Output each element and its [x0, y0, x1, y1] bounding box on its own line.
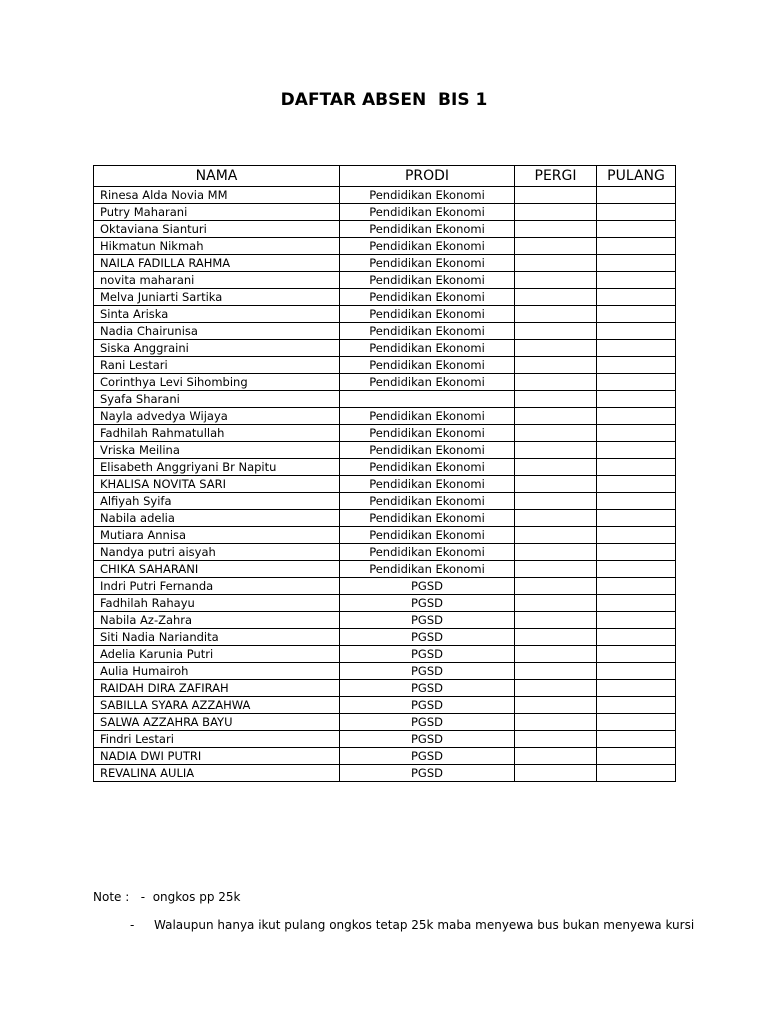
cell-prodi: Pendidikan Ekonomi	[340, 204, 515, 221]
cell-pulang	[597, 527, 676, 544]
cell-nama: Siti Nadia Nariandita	[94, 629, 340, 646]
note-label: Note :	[93, 890, 130, 904]
cell-prodi: Pendidikan Ekonomi	[340, 289, 515, 306]
table-row	[94, 612, 676, 629]
cell-pulang	[597, 663, 676, 680]
cell-prodi: Pendidikan Ekonomi	[340, 493, 515, 510]
cell-pergi	[515, 221, 597, 238]
table-body	[94, 187, 676, 782]
cell-pergi	[515, 357, 597, 374]
cell-pulang	[597, 272, 676, 289]
cell-prodi: Pendidikan Ekonomi	[340, 306, 515, 323]
note-text-2: Walaupun hanya ikut pulang ongkos tetap 25k maba menyewa bus bukan menyewa kursi	[154, 918, 695, 932]
cell-prodi: PGSD	[340, 680, 515, 697]
cell-nama: Rinesa Alda Novia MM	[94, 187, 340, 204]
cell-prodi: Pendidikan Ekonomi	[340, 425, 515, 442]
cell-pergi	[515, 680, 597, 697]
table-row	[94, 714, 676, 731]
cell-pulang	[597, 408, 676, 425]
cell-prodi: Pendidikan Ekonomi	[340, 374, 515, 391]
table-row	[94, 272, 676, 289]
table-row	[94, 765, 676, 782]
cell-nama: novita maharani	[94, 272, 340, 289]
table-row	[94, 476, 676, 493]
note-dash-1: -	[140, 890, 146, 904]
table-row	[94, 408, 676, 425]
cell-nama: CHIKA SAHARANI	[94, 561, 340, 578]
cell-prodi: Pendidikan Ekonomi	[340, 357, 515, 374]
table-row	[94, 629, 676, 646]
table-row	[94, 680, 676, 697]
note-text-1: ongkos pp 25k	[152, 890, 241, 904]
table-row	[94, 646, 676, 663]
cell-nama: Melva Juniarti Sartika	[94, 289, 340, 306]
cell-pulang	[597, 374, 676, 391]
cell-nama: Siska Anggraini	[94, 340, 340, 357]
cell-pulang	[597, 578, 676, 595]
cell-nama: Nadia Chairunisa	[94, 323, 340, 340]
cell-nama: Findri Lestari	[94, 731, 340, 748]
cell-pergi	[515, 238, 597, 255]
note-dash-2: -	[130, 918, 135, 932]
cell-prodi	[340, 391, 515, 408]
cell-pulang	[597, 680, 676, 697]
cell-pergi	[515, 442, 597, 459]
cell-nama: Adelia Karunia Putri	[94, 646, 340, 663]
cell-pergi	[515, 612, 597, 629]
cell-pergi	[515, 204, 597, 221]
table-row	[94, 289, 676, 306]
cell-nama: Hikmatun Nikmah	[94, 238, 340, 255]
table-row	[94, 697, 676, 714]
table-row	[94, 578, 676, 595]
cell-nama: Nandya putri aisyah	[94, 544, 340, 561]
cell-pulang	[597, 238, 676, 255]
cell-nama: KHALISA NOVITA SARI	[94, 476, 340, 493]
cell-pergi	[515, 527, 597, 544]
cell-nama: REVALINA AULIA	[94, 765, 340, 782]
cell-pergi	[515, 255, 597, 272]
cell-pergi	[515, 272, 597, 289]
cell-pulang	[597, 425, 676, 442]
cell-prodi: Pendidikan Ekonomi	[340, 187, 515, 204]
header-nama: NAMA	[94, 166, 340, 187]
cell-pergi	[515, 646, 597, 663]
table-row	[94, 204, 676, 221]
cell-prodi: Pendidikan Ekonomi	[340, 527, 515, 544]
cell-nama: Alfiyah Syifa	[94, 493, 340, 510]
table-row	[94, 527, 676, 544]
cell-nama: Syafa Sharani	[94, 391, 340, 408]
cell-pergi	[515, 629, 597, 646]
cell-pulang	[597, 714, 676, 731]
cell-pulang	[597, 697, 676, 714]
cell-pulang	[597, 289, 676, 306]
cell-nama: Oktaviana Sianturi	[94, 221, 340, 238]
table-header-row	[94, 166, 676, 187]
attendance-table	[93, 165, 676, 782]
cell-nama: Nabila adelia	[94, 510, 340, 527]
table-row	[94, 255, 676, 272]
cell-nama: SALWA AZZAHRA BAYU	[94, 714, 340, 731]
table-row	[94, 493, 676, 510]
cell-prodi: Pendidikan Ekonomi	[340, 442, 515, 459]
cell-pulang	[597, 357, 676, 374]
cell-nama: Indri Putri Fernanda	[94, 578, 340, 595]
table-row	[94, 323, 676, 340]
cell-nama: Vriska Meilina	[94, 442, 340, 459]
cell-pulang	[597, 187, 676, 204]
cell-prodi: PGSD	[340, 629, 515, 646]
cell-nama: Rani Lestari	[94, 357, 340, 374]
table-row	[94, 663, 676, 680]
cell-nama: Nayla advedya Wijaya	[94, 408, 340, 425]
cell-pergi	[515, 340, 597, 357]
cell-pulang	[597, 544, 676, 561]
cell-pergi	[515, 510, 597, 527]
cell-pulang	[597, 306, 676, 323]
cell-prodi: Pendidikan Ekonomi	[340, 238, 515, 255]
table-row	[94, 425, 676, 442]
cell-pulang	[597, 493, 676, 510]
cell-pergi	[515, 476, 597, 493]
cell-pergi	[515, 714, 597, 731]
cell-pulang	[597, 765, 676, 782]
table-row	[94, 374, 676, 391]
cell-pergi	[515, 289, 597, 306]
cell-pulang	[597, 561, 676, 578]
cell-pergi	[515, 663, 597, 680]
table-row	[94, 340, 676, 357]
table-row	[94, 748, 676, 765]
cell-prodi: Pendidikan Ekonomi	[340, 408, 515, 425]
cell-nama: Aulia Humairoh	[94, 663, 340, 680]
cell-prodi: Pendidikan Ekonomi	[340, 544, 515, 561]
cell-prodi: PGSD	[340, 612, 515, 629]
cell-pergi	[515, 408, 597, 425]
cell-pergi	[515, 765, 597, 782]
cell-nama: Fadhilah Rahmatullah	[94, 425, 340, 442]
cell-pergi	[515, 425, 597, 442]
table-row	[94, 544, 676, 561]
cell-pulang	[597, 391, 676, 408]
cell-prodi: PGSD	[340, 697, 515, 714]
cell-nama: Mutiara Annisa	[94, 527, 340, 544]
cell-pergi	[515, 697, 597, 714]
cell-pulang	[597, 442, 676, 459]
table-row	[94, 510, 676, 527]
cell-pergi	[515, 561, 597, 578]
cell-nama: NAILA FADILLA RAHMA	[94, 255, 340, 272]
cell-nama: Elisabeth Anggriyani Br Napitu	[94, 459, 340, 476]
cell-pergi	[515, 187, 597, 204]
cell-prodi: PGSD	[340, 731, 515, 748]
table-row	[94, 391, 676, 408]
note-line-1	[93, 890, 240, 904]
table-row	[94, 357, 676, 374]
cell-pergi	[515, 731, 597, 748]
table-row	[94, 238, 676, 255]
cell-nama: Nabila Az-Zahra	[94, 612, 340, 629]
table-row	[94, 221, 676, 238]
cell-prodi: Pendidikan Ekonomi	[340, 221, 515, 238]
header-pulang: PULANG	[597, 166, 676, 187]
cell-prodi: PGSD	[340, 663, 515, 680]
cell-pergi	[515, 493, 597, 510]
cell-nama: SABILLA SYARA AZZAHWA	[94, 697, 340, 714]
cell-nama: Putry Maharani	[94, 204, 340, 221]
cell-prodi: Pendidikan Ekonomi	[340, 323, 515, 340]
cell-prodi: PGSD	[340, 646, 515, 663]
cell-nama: Sinta Ariska	[94, 306, 340, 323]
table-row	[94, 595, 676, 612]
cell-pergi	[515, 544, 597, 561]
cell-pulang	[597, 612, 676, 629]
cell-pulang	[597, 646, 676, 663]
cell-prodi: Pendidikan Ekonomi	[340, 255, 515, 272]
header-prodi: PRODI	[340, 166, 515, 187]
cell-prodi: Pendidikan Ekonomi	[340, 340, 515, 357]
cell-pulang	[597, 255, 676, 272]
cell-pulang	[597, 629, 676, 646]
cell-pulang	[597, 731, 676, 748]
cell-nama: RAIDAH DIRA ZAFIRAH	[94, 680, 340, 697]
cell-pulang	[597, 595, 676, 612]
cell-nama: Fadhilah Rahayu	[94, 595, 340, 612]
cell-prodi: Pendidikan Ekonomi	[340, 510, 515, 527]
table-row	[94, 306, 676, 323]
cell-pulang	[597, 748, 676, 765]
cell-prodi: Pendidikan Ekonomi	[340, 272, 515, 289]
table-row	[94, 561, 676, 578]
cell-prodi: Pendidikan Ekonomi	[340, 561, 515, 578]
cell-pulang	[597, 221, 676, 238]
cell-prodi: PGSD	[340, 578, 515, 595]
cell-pergi	[515, 306, 597, 323]
cell-pulang	[597, 340, 676, 357]
cell-pulang	[597, 510, 676, 527]
cell-prodi: PGSD	[340, 714, 515, 731]
note-line-2	[130, 918, 694, 932]
cell-prodi: PGSD	[340, 748, 515, 765]
cell-prodi: PGSD	[340, 765, 515, 782]
cell-pergi	[515, 374, 597, 391]
cell-pulang	[597, 476, 676, 493]
cell-pulang	[597, 204, 676, 221]
cell-prodi: Pendidikan Ekonomi	[340, 459, 515, 476]
page-title: DAFTAR ABSEN BIS 1	[280, 90, 488, 110]
table-row	[94, 459, 676, 476]
cell-pergi	[515, 323, 597, 340]
table-row	[94, 731, 676, 748]
cell-pulang	[597, 323, 676, 340]
cell-prodi: PGSD	[340, 595, 515, 612]
cell-pergi	[515, 391, 597, 408]
cell-prodi: Pendidikan Ekonomi	[340, 476, 515, 493]
cell-pergi	[515, 595, 597, 612]
cell-pulang	[597, 459, 676, 476]
cell-pergi	[515, 459, 597, 476]
header-pergi: PERGI	[515, 166, 597, 187]
table-row	[94, 442, 676, 459]
table-row	[94, 187, 676, 204]
cell-nama: NADIA DWI PUTRI	[94, 748, 340, 765]
cell-pergi	[515, 748, 597, 765]
cell-nama: Corinthya Levi Sihombing	[94, 374, 340, 391]
cell-pergi	[515, 578, 597, 595]
